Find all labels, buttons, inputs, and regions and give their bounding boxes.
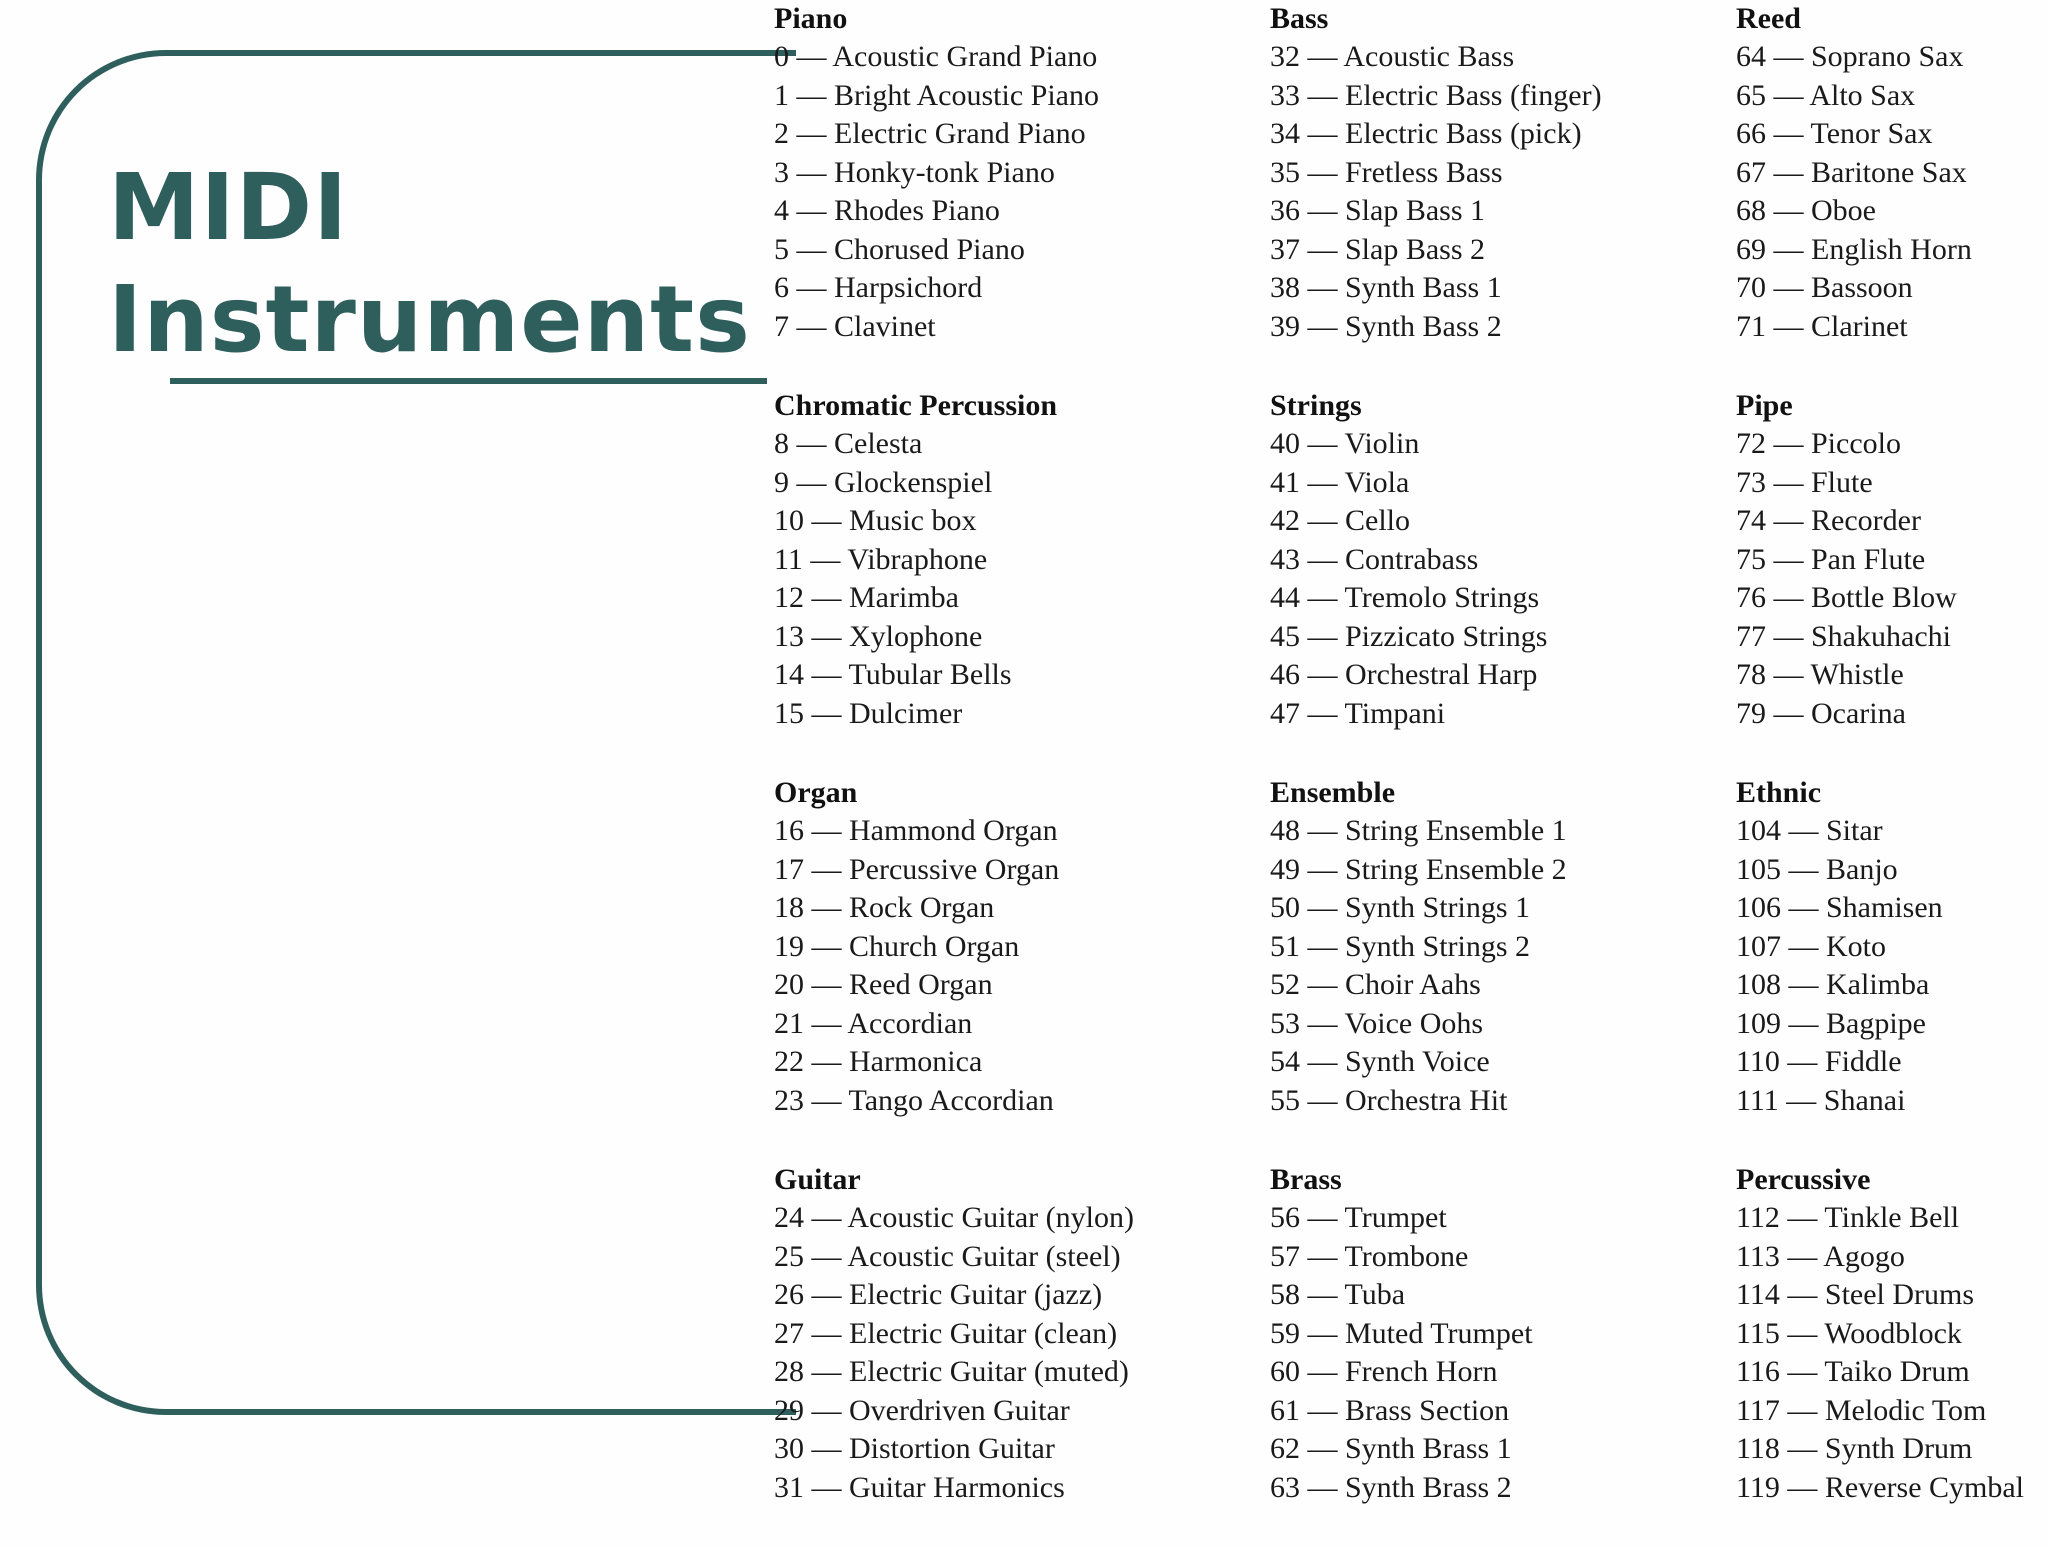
instrument-item: 0 — Acoustic Grand Piano [774,40,1098,73]
instrument-item: 8 — Celesta [774,427,923,460]
instrument-item: 23 — Tango Accordian [774,1083,1054,1117]
instrument-item: 28 — Electric Guitar (muted) [774,1355,1129,1388]
instrument-item: 68 — Oboe [1736,194,1876,227]
group-title: Reed [1736,2,1801,35]
instrument-item: 63 — Synth Brass 2 [1270,1470,1512,1504]
instrument-group [774,774,1134,1161]
instrument-item: 2 — Electric Grand Piano [774,117,1086,150]
group-title: Pipe [1736,389,1793,422]
instrument-item: 30 — Distortion Guitar [774,1432,1055,1465]
instrument-column [774,0,1134,1548]
instrument-group [1270,387,1602,774]
instrument-item: 79 — Ocarina [1736,696,1906,730]
instrument-item: 70 — Bassoon [1736,271,1913,304]
instrument-item: 62 — Synth Brass 1 [1270,1432,1512,1465]
instrument-item: 24 — Acoustic Guitar (nylon) [774,1201,1134,1234]
instrument-item: 22 — Harmonica [774,1045,983,1078]
instrument-item: 75 — Pan Flute [1736,542,1926,576]
instrument-item: 1 — Bright Acoustic Piano [774,78,1099,112]
instrument-item: 5 — Chorused Piano [774,232,1025,266]
group-title: Ethnic [1736,776,1822,809]
group-title: Piano [774,2,848,35]
instrument-item: 11 — Vibraphone [774,542,988,576]
instrument-item: 14 — Tubular Bells [774,658,1012,691]
group-title: Bass [1270,2,1329,35]
instrument-item: 52 — Choir Aahs [1270,968,1481,1001]
instrument-item: 104 — Sitar [1736,814,1883,847]
instrument-item: 74 — Recorder [1736,504,1921,537]
slide-title [108,152,751,376]
instrument-item: 19 — Church Organ [774,929,1020,963]
slide-title-line-2: Instruments [108,266,751,373]
instrument-table [774,0,2044,1536]
instrument-item: 9 — Glockenspiel [774,465,993,499]
instrument-item: 26 — Electric Guitar (jazz) [774,1278,1103,1311]
instrument-group [1736,774,2024,1161]
instrument-item: 37 — Slap Bass 2 [1270,232,1486,266]
instrument-item: 113 — Agogo [1736,1239,1905,1273]
instrument-item: 18 — Rock Organ [774,891,995,924]
instrument-item: 69 — English Horn [1736,232,1972,266]
title-underline [170,378,767,384]
instrument-item: 71 — Clarinet [1736,309,1908,343]
instrument-item: 6 — Harpsichord [774,271,983,304]
instrument-item: 54 — Synth Voice [1270,1045,1490,1078]
instrument-item: 39 — Synth Bass 2 [1270,309,1502,343]
instrument-item: 3 — Honky-tonk Piano [774,155,1055,189]
instrument-item: 43 — Contrabass [1270,542,1479,576]
instrument-group [1270,774,1602,1161]
instrument-item: 41 — Viola [1270,465,1410,499]
instrument-item: 44 — Tremolo Strings [1270,581,1540,614]
instrument-item: 53 — Voice Oohs [1270,1006,1484,1040]
instrument-group [1270,1161,1602,1548]
instrument-item: 47 — Timpani [1270,696,1446,730]
instrument-item: 34 — Electric Bass (pick) [1270,117,1582,150]
instrument-item: 21 — Accordian [774,1006,973,1040]
instrument-item: 36 — Slap Bass 1 [1270,194,1486,227]
instrument-item: 45 — Pizzicato Strings [1270,619,1548,653]
instrument-item: 46 — Orchestral Harp [1270,658,1538,691]
instrument-item: 110 — Fiddle [1736,1045,1902,1078]
group-title: Chromatic Percussion [774,389,1058,422]
instrument-item: 107 — Koto [1736,929,1886,963]
instrument-item: 38 — Synth Bass 1 [1270,271,1502,304]
instrument-item: 106 — Shamisen [1736,891,1943,924]
instrument-item: 77 — Shakuhachi [1736,619,1951,653]
instrument-item: 10 — Music box [774,504,977,537]
instrument-item: 64 — Soprano Sax [1736,40,1964,73]
instrument-group [774,0,1134,387]
instrument-item: 12 — Marimba [774,581,959,614]
instrument-item: 116 — Taiko Drum [1736,1355,1970,1388]
instrument-item: 119 — Reverse Cymbal [1736,1470,2025,1504]
instrument-item: 60 — French Horn [1270,1355,1498,1388]
instrument-item: 109 — Bagpipe [1736,1006,1926,1040]
instrument-item: 111 — Shanai [1736,1083,1906,1117]
instrument-item: 49 — String Ensemble 2 [1270,852,1567,886]
instrument-item: 76 — Bottle Blow [1736,581,1957,614]
instrument-item: 61 — Brass Section [1270,1393,1510,1427]
group-title: Strings [1270,389,1362,422]
group-title: Brass [1270,1163,1342,1196]
instrument-group [774,1161,1134,1548]
instrument-item: 50 — Synth Strings 1 [1270,891,1531,924]
instrument-item: 25 — Acoustic Guitar (steel) [774,1239,1121,1273]
instrument-item: 35 — Fretless Bass [1270,155,1503,189]
instrument-item: 58 — Tuba [1270,1278,1406,1311]
instrument-group [1736,387,2024,774]
instrument-item: 78 — Whistle [1736,658,1904,691]
instrument-item: 117 — Melodic Tom [1736,1393,1987,1427]
instrument-item: 4 — Rhodes Piano [774,194,1000,227]
instrument-item: 17 — Percussive Organ [774,852,1060,886]
instrument-item: 13 — Xylophone [774,619,983,653]
instrument-item: 55 — Orchestra Hit [1270,1083,1508,1117]
instrument-item: 32 — Acoustic Bass [1270,40,1515,73]
instrument-item: 27 — Electric Guitar (clean) [774,1316,1118,1350]
instrument-column [1270,0,1602,1548]
instrument-item: 59 — Muted Trumpet [1270,1316,1533,1350]
instrument-item: 15 — Dulcimer [774,696,963,730]
instrument-group [1736,0,2024,387]
instrument-item: 40 — Violin [1270,427,1420,460]
instrument-item: 67 — Baritone Sax [1736,155,1967,189]
instrument-item: 105 — Banjo [1736,852,1898,886]
instrument-item: 16 — Hammond Organ [774,814,1058,847]
group-title: Organ [774,776,858,809]
instrument-item: 33 — Electric Bass (finger) [1270,78,1602,112]
instrument-item: 112 — Tinkle Bell [1736,1201,1960,1234]
instrument-item: 108 — Kalimba [1736,968,1930,1001]
group-title: Ensemble [1270,776,1396,809]
instrument-item: 114 — Steel Drums [1736,1278,1975,1311]
instrument-item: 20 — Reed Organ [774,968,993,1001]
instrument-item: 29 — Overdriven Guitar [774,1393,1070,1427]
group-title: Percussive [1736,1163,1871,1196]
instrument-group [1736,1161,2024,1548]
instrument-group [774,387,1134,774]
instrument-item: 115 — Woodblock [1736,1316,1962,1350]
instrument-item: 57 — Trombone [1270,1239,1469,1273]
instrument-item: 56 — Trumpet [1270,1201,1447,1234]
instrument-item: 31 — Guitar Harmonics [774,1470,1065,1504]
instrument-item: 51 — Synth Strings 2 [1270,929,1531,963]
instrument-group [1270,0,1602,387]
instrument-item: 73 — Flute [1736,465,1873,499]
instrument-item: 66 — Tenor Sax [1736,117,1933,150]
slide-title-line-1: MIDI [108,154,349,261]
instrument-item: 42 — Cello [1270,504,1410,537]
instrument-item: 118 — Synth Drum [1736,1432,1973,1465]
instrument-item: 48 — String Ensemble 1 [1270,814,1567,847]
group-title: Guitar [774,1163,861,1196]
instrument-item: 72 — Piccolo [1736,427,1901,460]
instrument-item: 65 — Alto Sax [1736,78,1916,112]
instrument-column [1736,0,2024,1548]
instrument-item: 7 — Clavinet [774,309,936,343]
